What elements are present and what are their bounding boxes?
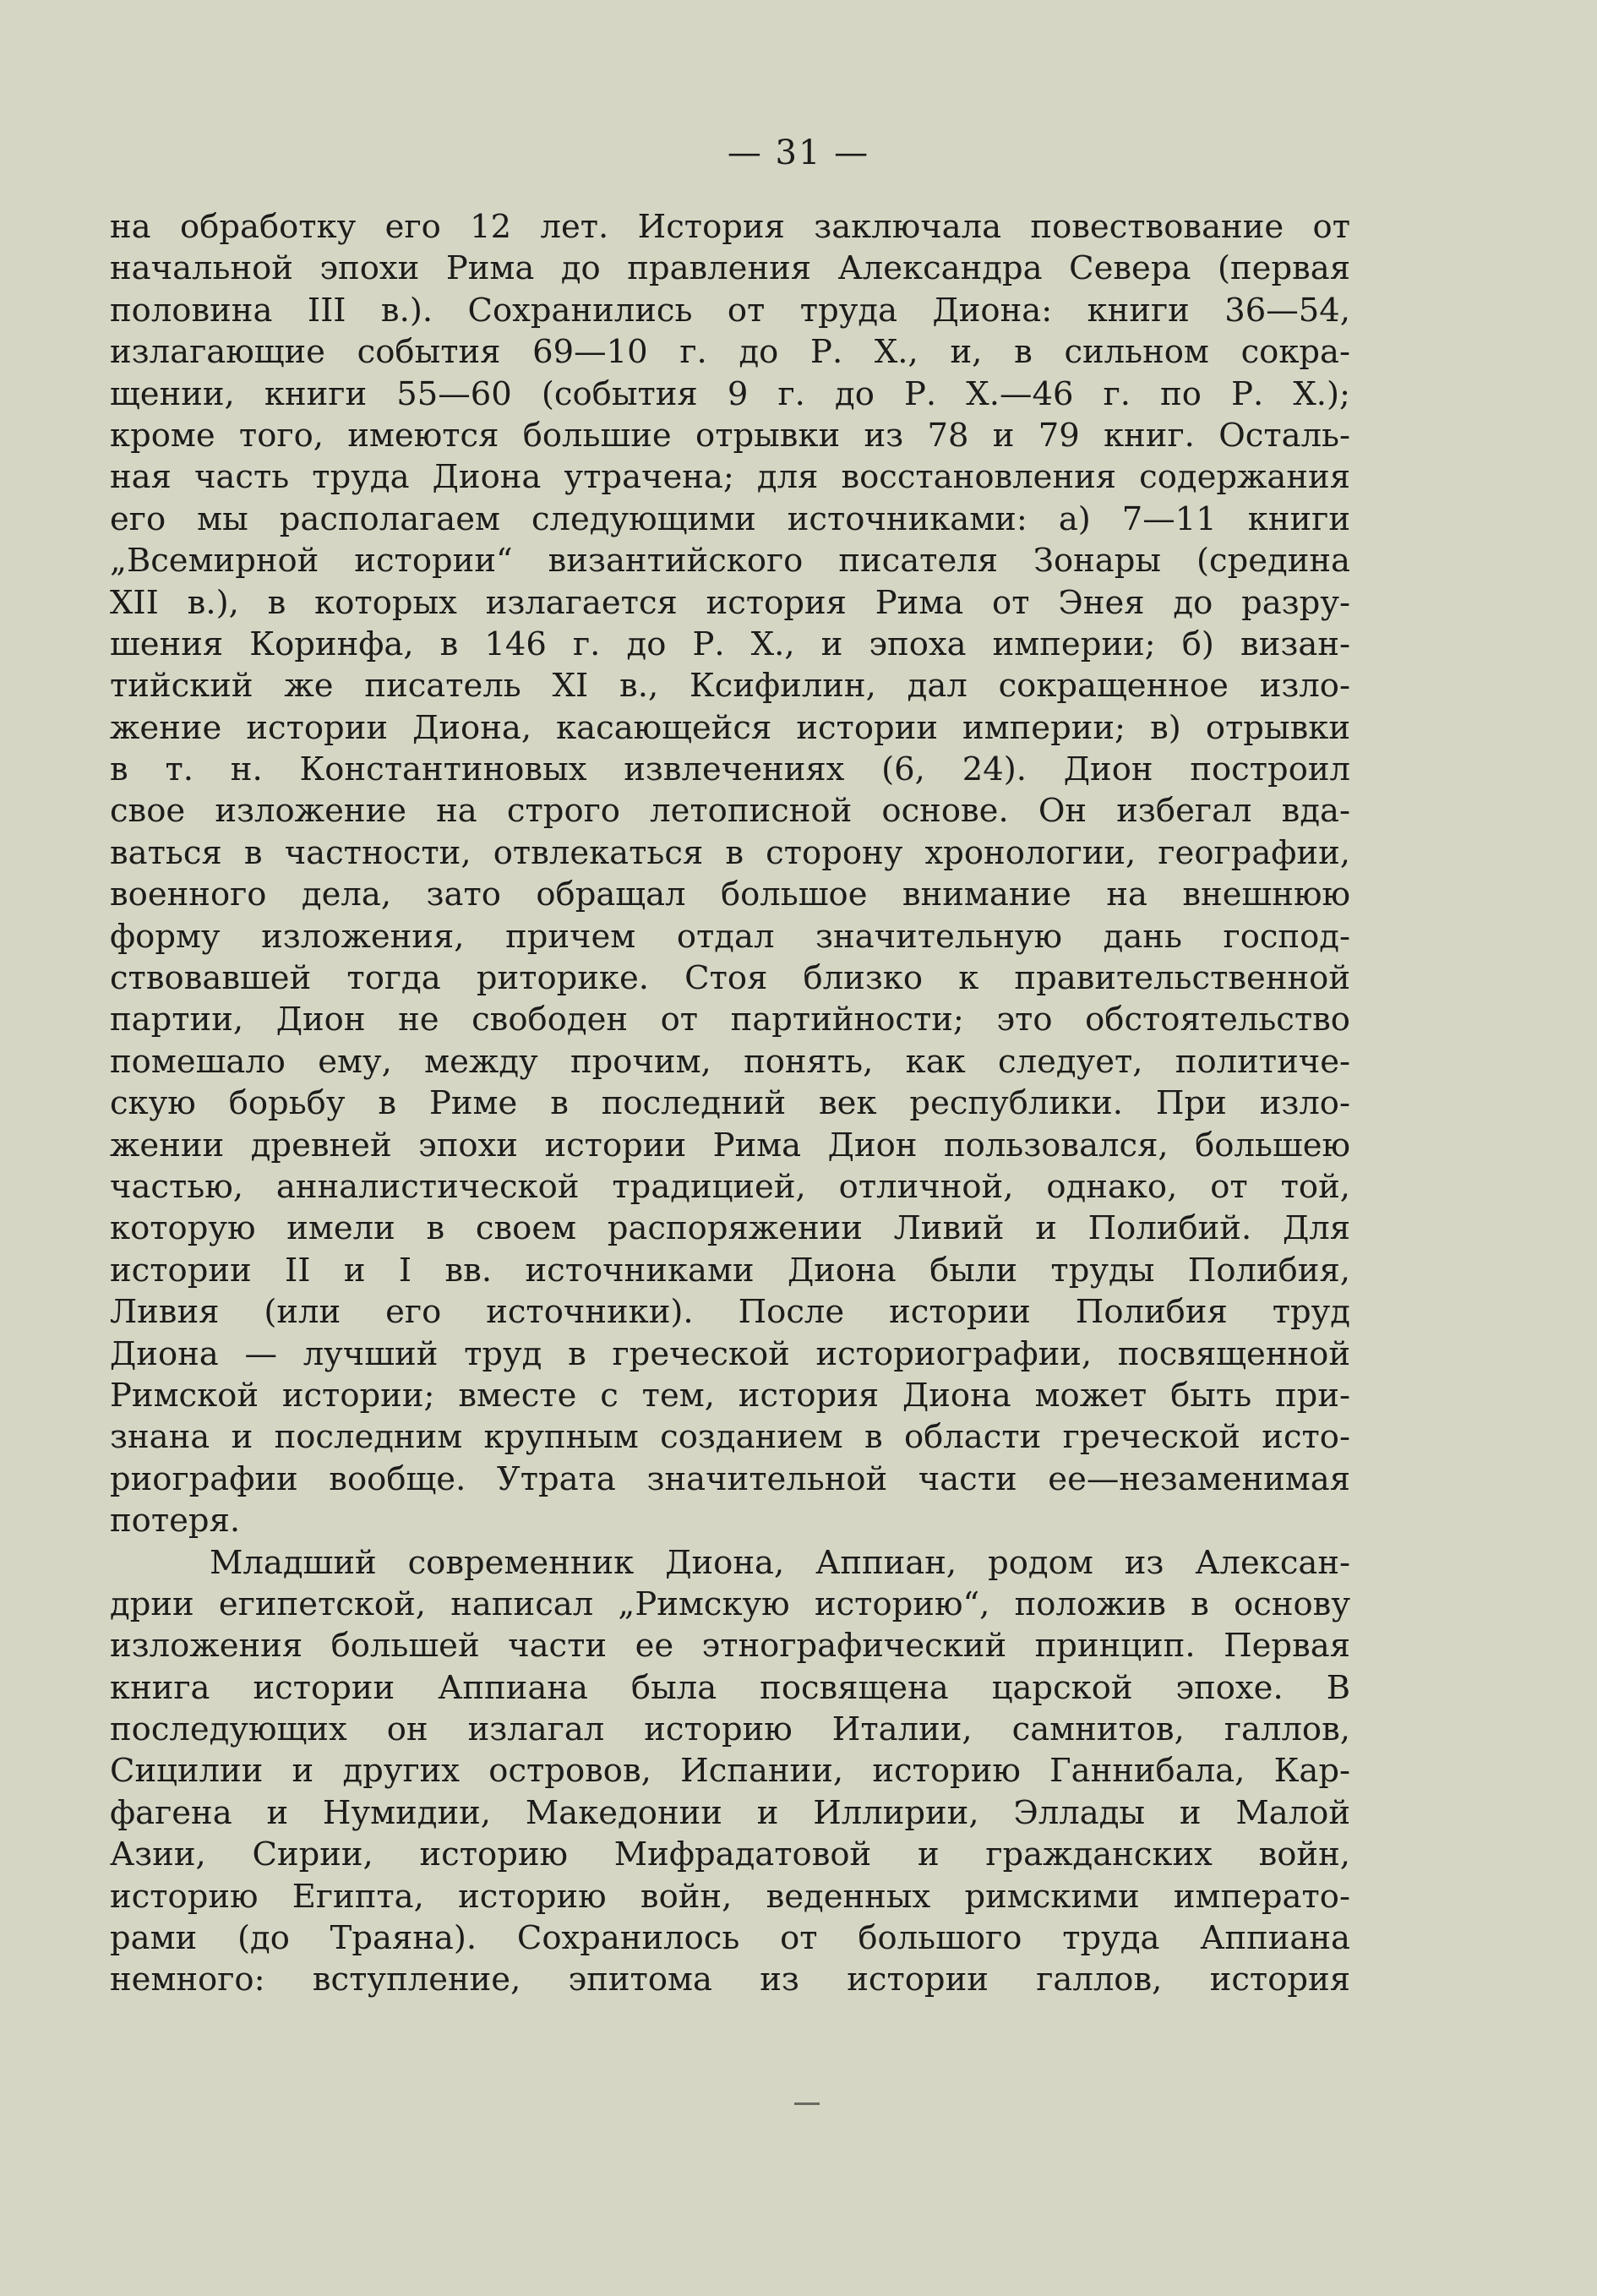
text-line: его мы располагаем следующими источниками: а) 7—11 книги (110, 499, 1350, 538)
text-line: ствовавшей тогда риторике. Стоя близко к правительственной (110, 959, 1350, 998)
text-line: ная часть труда Диона утрачена; для восстановления содержания (110, 458, 1350, 497)
page-number: — 31 — (727, 134, 870, 172)
text-line: изложения большей части ее этнографический принцип. Первая (110, 1627, 1350, 1666)
text-line: тийский же писатель XI в., Ксифилин, дал сокращенное изло- (110, 667, 1350, 706)
text-line: Азии, Сирии, историю Мифрадатовой и гражданских войн, (110, 1835, 1350, 1874)
body-text (110, 206, 1350, 2001)
text-line: дрии египетской, написал „Римскую историю“, положив в основу (110, 1584, 1350, 1623)
paragraph-appian (110, 1542, 1350, 2001)
text-line: историю Египта, историю войн, веденных римскими императо- (110, 1877, 1350, 1916)
text-line: Диона — лучший труд в греческой историографии, посвященной (110, 1334, 1350, 1373)
text-line: истории II и I вв. источниками Диона были труды Полибия, (110, 1251, 1350, 1290)
text-line: излагающие события 69—10 г. до Р. Х., и, в сильном сокра- (110, 333, 1350, 372)
text-line: немного: вступление, эпитома из истории галлов, история (110, 1961, 1350, 1999)
text-line: XII в.), в которых излагается история Рима от Энея до разру- (110, 583, 1350, 622)
text-line: военного дела, зато обращал большое внимание на внешнюю (110, 875, 1350, 914)
text-line: партии, Дион не свободен от партийности; это обстоятельство (110, 1001, 1350, 1039)
text-line: фагена и Нумидии, Македонии и Иллирии, Эллады и Малой (110, 1793, 1350, 1832)
page-mark (794, 2102, 820, 2105)
text-line: риографии вообще. Утрата значительной части ее—незаменимая (110, 1459, 1350, 1498)
text-line: потеря. (110, 1502, 241, 1541)
text-line: жение истории Диона, касающейся истории империи; в) отрывки (110, 708, 1350, 747)
text-line: Младший современник Диона, Аппиан, родом из Алексан- (210, 1543, 1350, 1582)
text-line: „Всемирной истории“ византийского писателя Зонары (средина (110, 542, 1350, 581)
text-line: на обработку его 12 лет. История заключала повествование от (110, 208, 1350, 246)
text-line: свое изложение на строго летописной основе. Он избегал вда- (110, 792, 1350, 831)
text-line: знана и последним крупным созданием в области греческой исто- (110, 1418, 1350, 1457)
text-line: жении древней эпохи истории Рима Дион пользовался, большею (110, 1126, 1350, 1164)
text-line: щении, книги 55—60 (события 9 г. до Р. Х.—46 г. по Р. Х.); (110, 374, 1350, 413)
text-line: ваться в частности, отвлекаться в сторону хронологии, географии, (110, 833, 1350, 872)
text-line: помешало ему, между прочим, понять, как следует, политиче- (110, 1042, 1350, 1081)
text-line: последующих он излагал историю Италии, самнитов, галлов, (110, 1710, 1350, 1749)
text-line: форму изложения, причем отдал значительную дань господ- (110, 917, 1350, 956)
text-line: которую имели в своем распоряжении Ливий и Полибий. Для (110, 1209, 1350, 1248)
text-line: шения Коринфа, в 146 г. до Р. Х., и эпоха империи; б) визан- (110, 624, 1350, 663)
text-line: скую борьбу в Риме в последний век республики. При изло- (110, 1084, 1350, 1123)
text-line: половина III в.). Сохранились от труда Диона: книги 36—54, (110, 291, 1350, 330)
text-line: начальной эпохи Рима до правления Александра Севера (первая (110, 249, 1350, 288)
text-line: рами (до Траяна). Сохранилось от большого труда Аппиана (110, 1919, 1350, 1958)
text-line: Сицилии и других островов, Испании, историю Ганнибала, Кар- (110, 1752, 1350, 1791)
text-line: книга истории Аппиана была посвящена царской эпохе. В (110, 1668, 1350, 1707)
text-line: в т. н. Константиновых извлечениях (6, 24). Дион построил (110, 750, 1350, 789)
text-line: Римской истории; вместе с тем, история Диона может быть при- (110, 1376, 1350, 1415)
text-line: Ливия (или его источники). После истории Полибия труд (110, 1293, 1350, 1332)
text-line: кроме того, имеются большие отрывки из 78 и 79 книг. Осталь- (110, 416, 1350, 455)
paragraph-dio (110, 206, 1350, 1542)
text-line: частью, анналистической традицией, отличной, однако, от той, (110, 1167, 1350, 1206)
